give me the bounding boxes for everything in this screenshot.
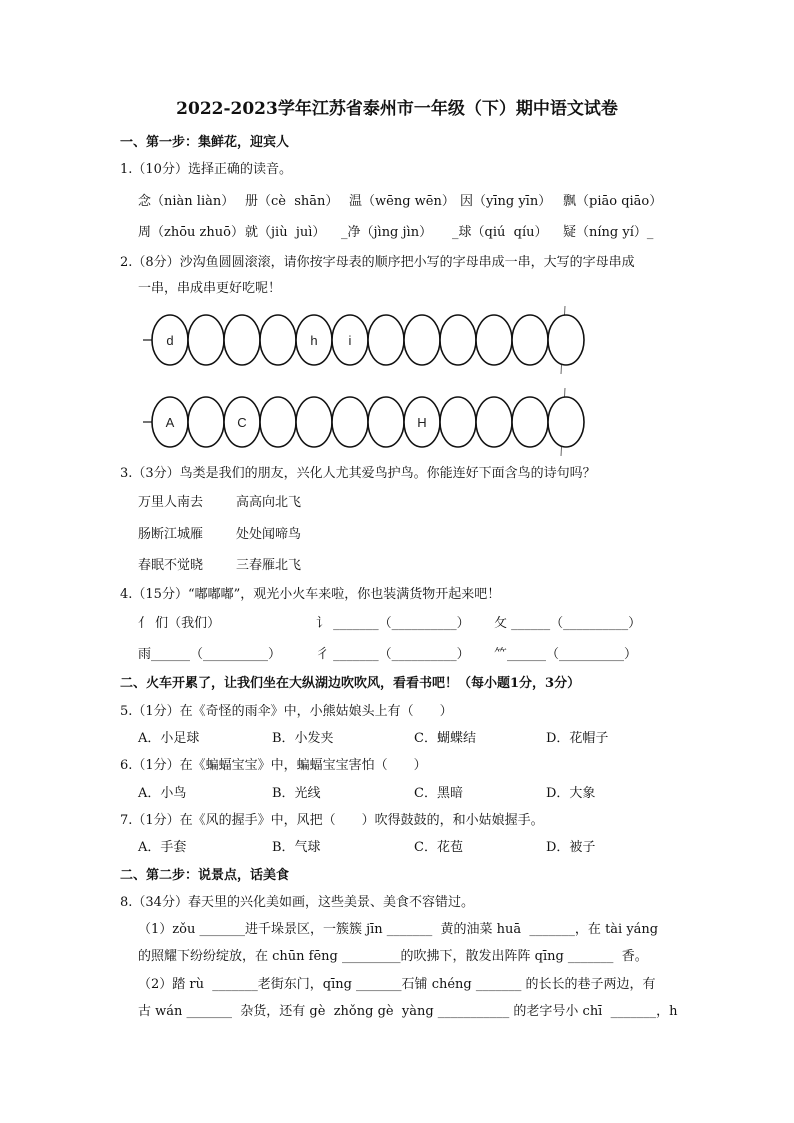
q6-stem: 6.（1分）在《蝙蝠宝宝》中，蝙蝠宝宝害怕（ ） (120, 758, 427, 773)
q2-stem-line1: 2.（8分）沙沟鱼圆圆滚滚，请你按字母表的顺序把小写的字母串成一串，大写的字母串成 (120, 255, 635, 270)
q8-line: （2）踏 rù _______老街东门，qīng _______石铺 chéng _______ 的长长的巷子两边，有 (138, 977, 656, 992)
q8-stem: 8.（34分）春天里的兴化美如画，这些美景、美食不容错过。 (120, 895, 474, 910)
lowercase-bead[interactable] (440, 315, 476, 365)
q2-stem-line2: 一串，串成串更好吃呢！ (138, 281, 282, 296)
lowercase-bead[interactable] (260, 315, 296, 365)
section-1-heading: 一、第一步：集鲜花，迎宾人 (120, 135, 290, 150)
uppercase-bead[interactable] (548, 397, 584, 447)
lowercase-bead-letter: i (348, 333, 352, 348)
lowercase-bead[interactable] (476, 315, 512, 365)
q3-right-verse: 处处闻啼鸟 (236, 527, 302, 542)
q7-option[interactable]: A．手套 (138, 840, 187, 855)
q3-stem: 3.（3分）鸟类是我们的朋友，兴化人尤其爱鸟护鸟。你能连好下面含鸟的诗句吗？ (120, 466, 596, 481)
q4-row2-item: 雨______（__________） (138, 647, 282, 662)
lowercase-bead[interactable] (404, 315, 440, 365)
uppercase-bead-letter: H (417, 415, 427, 430)
q4-row1-item: 讠 _______（__________） (316, 616, 470, 631)
q3-left-verse: 肠断江城雁 (138, 527, 204, 542)
lowercase-bead[interactable] (548, 315, 584, 365)
uppercase-bead-letter: A (165, 415, 175, 430)
uppercase-bead[interactable] (260, 397, 296, 447)
uppercase-bead[interactable] (296, 397, 332, 447)
q1-row2-item: _球（qiú qíu） (452, 225, 548, 240)
lowercase-bead-letter: d (166, 333, 174, 348)
q8-line: （1）zǒu _______进千垛景区，一簇簇 jīn _______ 黄的油菜 huā _______，在 tài yáng (138, 922, 659, 937)
lowercase-bead-letter: h (310, 333, 318, 348)
q1-row2-item: _净（jìng jìn） (341, 225, 433, 240)
lowercase-bead[interactable] (188, 315, 224, 365)
q5-option[interactable]: C．蝴蝶结 (414, 731, 476, 746)
q5-option[interactable]: D．花帽子 (546, 731, 609, 746)
q1-row2-item: 疑（níng yí）_ (563, 225, 654, 240)
q4-row1-item: 亻 们（我们） (138, 616, 221, 631)
q8-line: 古 wán _______ 杂货，还有 gè zhǒng gè yàng ___________ 的老字号小 chī _______，h (138, 1004, 678, 1019)
q7-option[interactable]: C．花苞 (414, 840, 463, 855)
q4-row2-item: 彳 _______（__________） (316, 647, 470, 662)
lowercase-bead[interactable] (512, 315, 548, 365)
q3-left-verse: 春眠不觉晓 (138, 558, 204, 573)
q6-option[interactable]: D．大象 (546, 786, 596, 801)
q1-row1-item: 念（niàn liàn） (138, 194, 235, 209)
q4-row1-item: 攵 ______（__________） (494, 616, 642, 631)
q3-right-verse: 高高向北飞 (236, 495, 302, 510)
q7-option[interactable]: B．气球 (272, 840, 321, 855)
uppercase-bead[interactable] (440, 397, 476, 447)
q1-row1-item: 飘（piāo qiāo） (563, 194, 663, 209)
q1-row1-item: 因（yīng yīn） (460, 194, 552, 209)
uppercase-bead[interactable] (512, 397, 548, 447)
q4-stem: 4.（15分）“嘟嘟嘟”，观光小火车来啦，你也装满货物开起来吧！ (120, 587, 501, 602)
q1-row1-item: 册（cè shān） (245, 194, 339, 209)
uppercase-bead[interactable] (188, 397, 224, 447)
q5-option[interactable]: A．小足球 (138, 731, 200, 746)
q5-stem: 5.（1分）在《奇怪的雨伞》中，小熊姑娘头上有（ ） (120, 704, 453, 719)
uppercase-bead[interactable] (476, 397, 512, 447)
q3-right-verse: 三春雁北飞 (236, 558, 302, 573)
lowercase-bead[interactable] (224, 315, 260, 365)
q3-left-verse: 万里人南去 (138, 495, 204, 510)
section-3-heading: 二、第二步：说景点，话美食 (120, 868, 290, 883)
section-2-heading: 二、火车开累了，让我们坐在大纵湖边吹吹风，看看书吧！（每小题1分，3分） (120, 676, 581, 691)
lowercase-bead[interactable] (368, 315, 404, 365)
q1-stem: 1.（10分）选择正确的读音。 (120, 162, 292, 177)
q4-row2-item: ⺮______（__________） (494, 647, 638, 662)
q6-option[interactable]: A．小鸟 (138, 786, 187, 801)
q1-row1-item: 温（wēng wēn） (349, 194, 455, 209)
q7-stem: 7.（1分）在《风的握手》中，风把（ ）吹得鼓鼓的，和小姑娘握手。 (120, 813, 544, 828)
q6-option[interactable]: B．光线 (272, 786, 321, 801)
q8-line: 的照耀下纷纷绽放，在 chūn fēng _________的吹拂下，散发出阵阵 qīng _______ 香。 (138, 949, 648, 964)
q7-option[interactable]: D．被子 (546, 840, 596, 855)
uppercase-bead-string (143, 388, 584, 456)
q5-option[interactable]: B．小发夹 (272, 731, 334, 746)
q1-row2-item: 就（jiù juì） (245, 225, 326, 240)
q1-row2-item: 周（zhōu zhuō） (138, 225, 244, 240)
lowercase-bead-string (143, 306, 584, 374)
uppercase-bead-letter: C (237, 415, 247, 430)
uppercase-bead[interactable] (368, 397, 404, 447)
q6-option[interactable]: C．黑暗 (414, 786, 463, 801)
uppercase-bead[interactable] (332, 397, 368, 447)
exam-title: 2022-2023学年江苏省泰州市一年级（下）期中语文试卷 (176, 99, 618, 119)
